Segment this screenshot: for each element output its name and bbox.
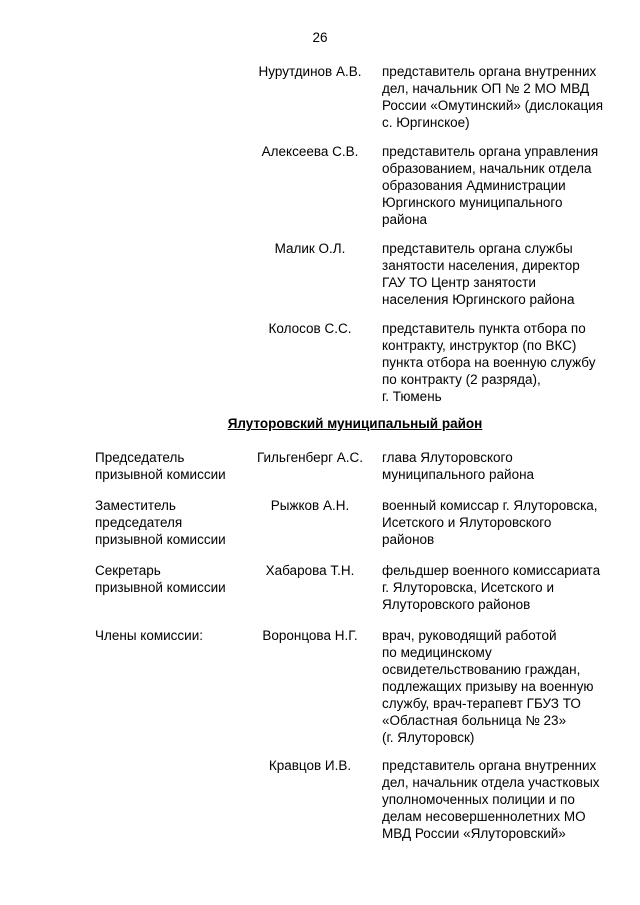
member-name: Нурутдинов А.В.: [258, 64, 362, 79]
commission-name: Хабарова Т.Н.: [265, 563, 355, 578]
commission-role: Заместитель председателя призывной комиссии: [95, 498, 226, 547]
member-description: представитель органа управления образованием, начальник отдела образования Администрации Юргинского муниципального района: [382, 144, 599, 227]
commission-name: Воронцова Н.Г.: [262, 628, 358, 643]
member-description: представитель пункта отбора по контракту, инструктор (по ВКС) пункта отбора на военную службу по контракту (2 разряда), г. Тюмень: [382, 321, 596, 404]
commission-name: Рыжков А.Н.: [270, 498, 350, 513]
member-description: представитель органа внутренних дел, начальник ОП № 2 МО МВД России «Омутинский» (дислокация с. Юргинское): [382, 64, 604, 130]
commission-role: Члены комиссии:: [95, 628, 204, 643]
commission-role: Секретарь призывной комиссии: [95, 563, 226, 595]
commission-description: представитель органа внутренних дел, начальник отдела участковых уполномоченных полиции и по делам несовершеннолетних МО МВД России «Ялуторовский»: [382, 758, 600, 841]
commission-role: Председатель призывной комиссии: [95, 450, 226, 482]
member-name: Малик О.Л.: [274, 241, 346, 256]
commission-description: глава Ялуторовского муниципального района: [382, 450, 535, 482]
section-title: Ялуторовский муниципальный район: [227, 416, 483, 431]
commission-name: Кравцов И.В.: [268, 758, 352, 773]
page-number: 26: [312, 30, 328, 45]
commission-name: Гильгенберг А.С.: [256, 450, 364, 465]
member-description: представитель органа службы занятости населения, директор ГАУ ТО Центр занятости населения Юргинского района: [382, 241, 580, 307]
member-name: Колосов С.С.: [268, 321, 352, 336]
commission-description: военный комиссар г. Ялуторовска, Исетского и Ялуторовского районов: [382, 498, 598, 547]
commission-description: фельдшер военного комиссариата г. Ялуторовска, Исетского и Ялуторовского районов: [382, 563, 601, 612]
commission-description: врач, руководящий работой по медицинскому освидетельствованию граждан, подлежащих призыву на военную службу, врач-терапевт ГБУЗ ТО «Областная больница № 23» (г. Ялуторовск): [382, 628, 594, 745]
member-name: Алексеева С.В.: [261, 144, 359, 159]
